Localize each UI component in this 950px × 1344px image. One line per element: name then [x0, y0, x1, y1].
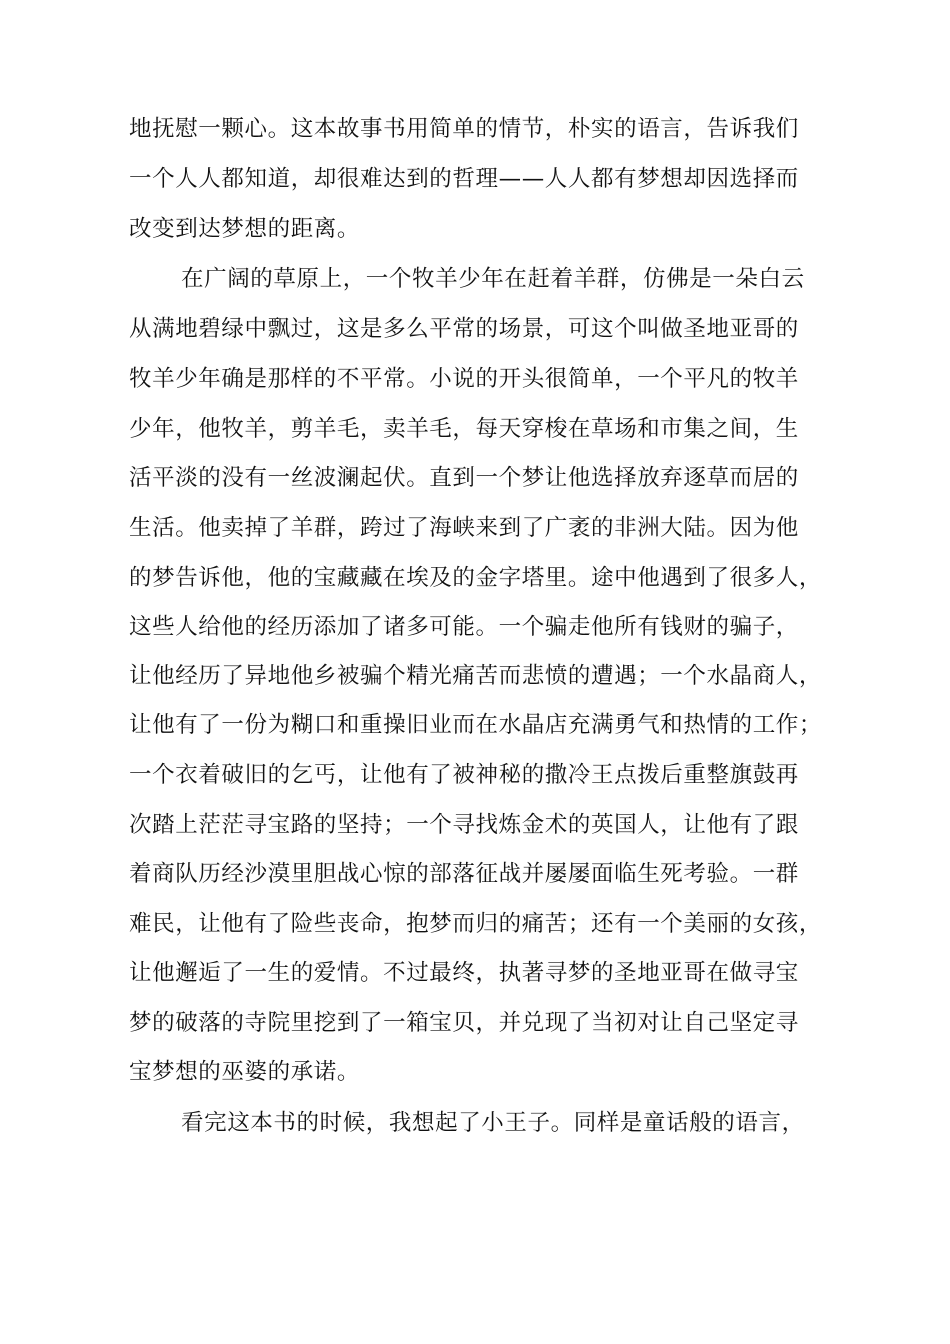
text-line: 难民，让他有了险些丧命，抱梦而归的痛苦；还有一个美丽的女孩，: [129, 911, 823, 937]
text-line: 生活。他卖掉了羊群，跨过了海峡来到了广袤的非洲大陆。因为他: [129, 515, 799, 541]
text-line: 从满地碧绿中飘过，这是多么平常的场景，可这个叫做圣地亚哥的: [129, 316, 799, 342]
text-line: 的梦告诉他，他的宝藏藏在埃及的金字塔里。途中他遇到了很多人，: [129, 565, 823, 591]
paragraph-first-line: 看完这本书的时候，我想起了小王子。同样是童话般的语言，: [181, 1110, 805, 1136]
text-line: 少年，他牧羊，剪羊毛，卖羊毛，每天穿梭在草场和市集之间，生: [129, 416, 799, 442]
text-line: 让他邂逅了一生的爱情。不过最终，执著寻梦的圣地亚哥在做寻宝: [129, 960, 799, 986]
text-line: 次踏上茫茫寻宝路的坚持；一个寻找炼金术的英国人，让他有了跟: [129, 812, 799, 838]
text-line: 宝梦想的巫婆的承诺。: [129, 1059, 361, 1085]
text-line: 活平淡的没有一丝波澜起伏。直到一个梦让他选择放弃逐草而居的: [129, 465, 799, 491]
text-line: 一个人人都知道，却很难达到的哲理——人人都有梦想却因选择而: [129, 166, 799, 192]
text-line: 着商队历经沙漠里胆战心惊的部落征战并屡屡面临生死考验。一群: [129, 861, 799, 887]
text-line: 改变到达梦想的距离。: [129, 216, 361, 242]
paragraph-first-line: 在广阔的草原上，一个牧羊少年在赶着羊群，仿佛是一朵白云: [181, 266, 805, 292]
text-line: 梦的破落的寺院里挖到了一箱宝贝，并兑现了当初对让自己坚定寻: [129, 1010, 799, 1036]
text-line: 一个衣着破旧的乞丐，让他有了被神秘的撒冷王点拨后重整旗鼓再: [129, 762, 799, 788]
text-line: 让他经历了异地他乡被骗个精光痛苦而悲愤的遭遇；一个水晶商人，: [129, 663, 823, 689]
text-line: 地抚慰一颗心。这本故事书用简单的情节，朴实的语言，告诉我们: [129, 116, 799, 142]
text-line: 牧羊少年确是那样的不平常。小说的开头很简单，一个平凡的牧羊: [129, 366, 799, 392]
text-line: 让他有了一份为糊口和重操旧业而在水晶店充满勇气和热情的工作；: [129, 712, 823, 738]
text-line: 这些人给他的经历添加了诸多可能。一个骗走他所有钱财的骗子，: [129, 614, 799, 640]
